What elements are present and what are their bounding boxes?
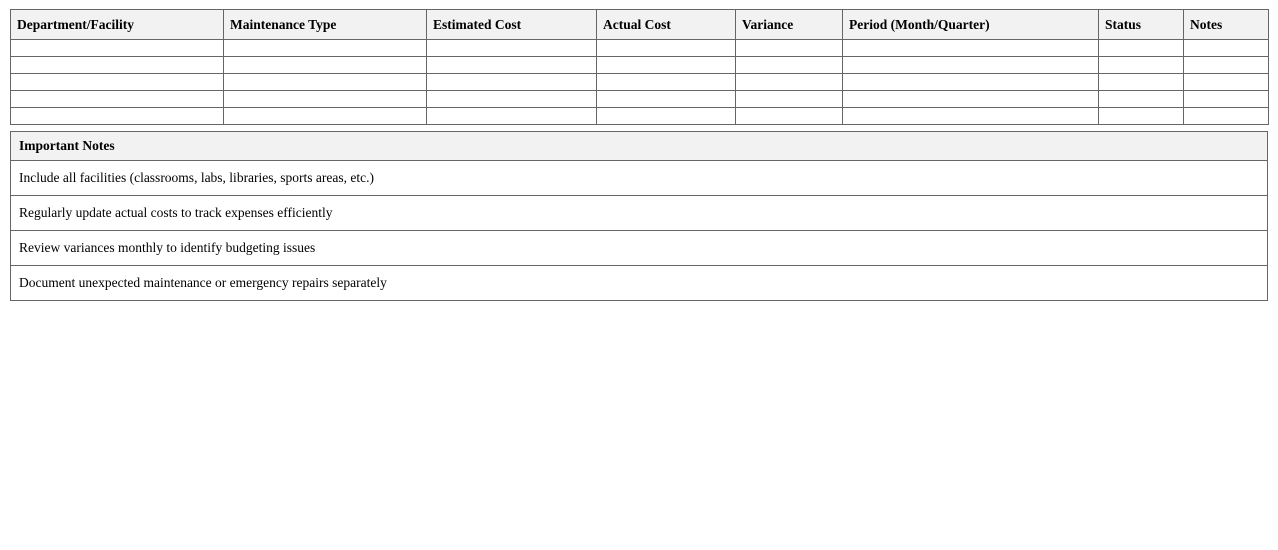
note-item: Regularly update actual costs to track expenses efficiently [11,196,1268,231]
cell-estimated-cost[interactable] [427,74,597,91]
cell-actual-cost[interactable] [597,74,736,91]
cell-variance[interactable] [736,108,843,125]
column-header-period: Period (Month/Quarter) [843,10,1099,40]
cell-notes[interactable] [1184,40,1269,57]
cell-period[interactable] [843,91,1099,108]
note-item: Include all facilities (classrooms, labs, libraries, sports areas, etc.) [11,161,1268,196]
cell-department-facility[interactable] [11,108,224,125]
note-item: Document unexpected maintenance or emergency repairs separately [11,266,1268,301]
column-header-estimated-cost: Estimated Cost [427,10,597,40]
table-row[interactable] [11,57,1269,74]
cell-notes[interactable] [1184,91,1269,108]
cell-estimated-cost[interactable] [427,40,597,57]
notes-row [11,196,1268,231]
table-row[interactable] [11,40,1269,57]
cell-actual-cost[interactable] [597,40,736,57]
table-header-row [11,10,1269,40]
cell-estimated-cost[interactable] [427,108,597,125]
cell-maintenance-type[interactable] [224,108,427,125]
cell-department-facility[interactable] [11,57,224,74]
cell-period[interactable] [843,40,1099,57]
cell-actual-cost[interactable] [597,57,736,74]
column-header-department-facility: Department/Facility [11,10,224,40]
column-header-maintenance-type: Maintenance Type [224,10,427,40]
cell-maintenance-type[interactable] [224,74,427,91]
cell-variance[interactable] [736,57,843,74]
cell-notes[interactable] [1184,57,1269,74]
cell-period[interactable] [843,108,1099,125]
cell-maintenance-type[interactable] [224,91,427,108]
cell-period[interactable] [843,74,1099,91]
column-header-status: Status [1099,10,1184,40]
cell-period[interactable] [843,57,1099,74]
cell-notes[interactable] [1184,74,1269,91]
cell-status[interactable] [1099,57,1184,74]
notes-row [11,266,1268,301]
cell-status[interactable] [1099,108,1184,125]
table-row[interactable] [11,108,1269,125]
table-row[interactable] [11,74,1269,91]
cell-department-facility[interactable] [11,40,224,57]
column-header-notes: Notes [1184,10,1269,40]
cell-estimated-cost[interactable] [427,57,597,74]
cell-actual-cost[interactable] [597,91,736,108]
column-header-actual-cost: Actual Cost [597,10,736,40]
cell-variance[interactable] [736,74,843,91]
note-item: Review variances monthly to identify budgeting issues [11,231,1268,266]
cell-notes[interactable] [1184,108,1269,125]
cell-variance[interactable] [736,40,843,57]
cell-department-facility[interactable] [11,91,224,108]
cell-variance[interactable] [736,91,843,108]
notes-row [11,161,1268,196]
cell-department-facility[interactable] [11,74,224,91]
important-notes-table [10,131,1268,301]
cell-maintenance-type[interactable] [224,57,427,74]
cell-status[interactable] [1099,40,1184,57]
cell-actual-cost[interactable] [597,108,736,125]
table-row[interactable] [11,91,1269,108]
notes-row [11,231,1268,266]
cell-estimated-cost[interactable] [427,91,597,108]
cell-status[interactable] [1099,91,1184,108]
cell-status[interactable] [1099,74,1184,91]
maintenance-cost-tracker-table [10,9,1269,125]
notes-header-label: Important Notes [11,132,1268,161]
cell-maintenance-type[interactable] [224,40,427,57]
notes-header-row [11,132,1268,161]
column-header-variance: Variance [736,10,843,40]
